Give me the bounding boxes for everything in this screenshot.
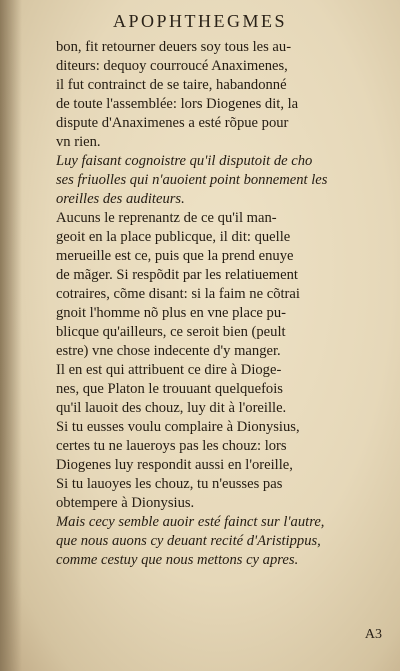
text-line: Aucuns le reprenantz de ce qu'il man- xyxy=(56,210,277,226)
text-line: il fut contrainct de se taire, habandonné xyxy=(56,77,287,93)
text-line: Si tu eusses voulu complaire à Dionysius, xyxy=(56,419,300,435)
body-text xyxy=(56,38,386,570)
text-line: de toute l'assemblée: lors Diogenes dit, la xyxy=(56,96,299,112)
text-line: dispute d'Anaximenes a esté rõpue pour xyxy=(56,115,289,131)
text-line: cotraires, cõme disant: si la faim ne cõtrai xyxy=(56,286,300,302)
text-line: ses friuolles qui n'auoient point bonnement les xyxy=(56,172,328,188)
text-line: de mãger. Si respõdit par les relatiuement xyxy=(56,267,298,283)
text-line: qu'il lauoit des chouz, luy dit à l'oreille. xyxy=(56,400,287,416)
text-line: Mais cecy semble auoir esté fainct sur l'autre, xyxy=(56,514,325,530)
text-line: gnoit l'homme nõ plus en vne place pu- xyxy=(56,305,287,321)
text-line: certes tu ne laueroys pas les chouz: lors xyxy=(56,438,287,454)
text-line: bon, fit retourner deuers soy tous les au- xyxy=(56,39,292,55)
text-line: vn rien. xyxy=(56,134,101,150)
text-line: estre) vne chose indecente d'y manger. xyxy=(56,343,281,359)
text-line: Il en est qui attribuent ce dire à Dioge- xyxy=(56,362,282,378)
text-line: obtempere à Dionysius. xyxy=(56,495,195,511)
text-line: nes, que Platon le trouuant quelquefois xyxy=(56,381,283,397)
text-line: Luy faisant cognoistre qu'il disputoit de cho xyxy=(56,153,313,169)
text-line: merueille est ce, puis que la prend enuye xyxy=(56,248,294,264)
text-line: Diogenes luy respondit aussi en l'oreille, xyxy=(56,457,293,473)
text-line: Si tu lauoyes les chouz, tu n'eusses pas xyxy=(56,476,283,492)
text-line: que nous auons cy deuant recité d'Aristippus, xyxy=(56,533,321,549)
running-header: APOPHTHEGMES xyxy=(112,11,288,31)
signature-mark: A3 xyxy=(364,627,382,642)
page-gutter-shadow xyxy=(0,0,22,671)
text-line: blicque qu'ailleurs, ce seroit bien (peult xyxy=(56,324,286,340)
text-line: oreilles des auditeurs. xyxy=(56,191,185,207)
text-line: comme cestuy que nous mettons cy apres. xyxy=(56,552,299,568)
text-line: geoit en la place publicque, il dit: quelle xyxy=(56,229,291,245)
text-line: diteurs: dequoy courroucé Anaximenes, xyxy=(56,58,288,74)
